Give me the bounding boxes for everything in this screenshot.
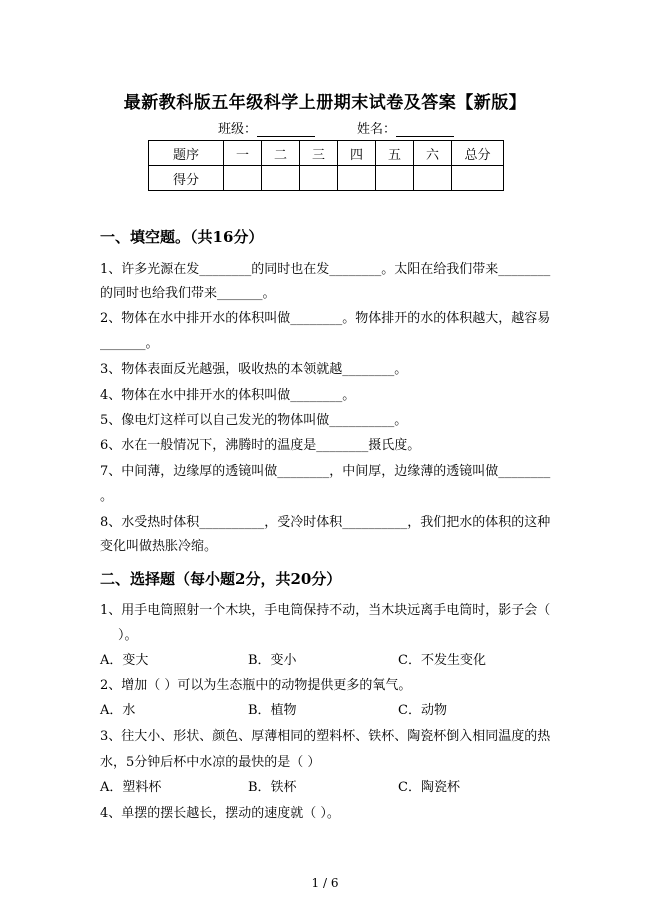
name-label: 姓名： (357, 122, 397, 137)
score-cell (452, 166, 504, 191)
option-c: C．陶瓷杯 (398, 780, 460, 795)
question-line: 的同时也给我们带来_______。 (100, 286, 276, 301)
score-header-cell: 六 (414, 141, 452, 166)
score-header-cell: 四 (338, 141, 376, 166)
question-line: ）。 (118, 628, 138, 643)
score-header-cell: 五 (376, 141, 414, 166)
option-b: B．铁杯 (248, 780, 297, 795)
score-cell (300, 166, 338, 191)
score-cell (224, 166, 262, 191)
option-c: C．不发生变化 (398, 653, 486, 668)
option-a: A．变大 (100, 653, 149, 668)
question-line: 3、物体表面反光越强，吸收热的本领就越________。 (100, 362, 408, 377)
question-line: 8、水受热时体积__________，受冷时体积__________，我们把水的体积的这种 (100, 515, 551, 530)
score-cell (414, 166, 452, 191)
section2-heading: 二、选择题（每小题2分，共20分） (100, 570, 342, 588)
page-number: 1 / 6 (311, 876, 339, 890)
score-header-cell: 三 (300, 141, 338, 166)
option-a: A．塑料杯 (100, 780, 162, 795)
question-line: 3、往大小、形状、颜色、厚薄相同的塑料杯、铁杯、陶瓷杯倒入相同温度的热 (100, 729, 551, 744)
class-blank (257, 122, 315, 137)
question-line: 4、物体在水中排开水的体积叫做________。 (100, 388, 356, 403)
score-header-cell: 二 (262, 141, 300, 166)
score-header-cell: 题序 (149, 141, 224, 166)
question-line: 2、增加（ ）可以为生态瓶中的动物提供更多的氧气。 (100, 678, 412, 693)
name-field (357, 118, 454, 137)
name-blank (396, 122, 454, 137)
question-line: 1、用手电筒照射一个木块，手电筒保持不动，当木块远离手电筒时，影子会（ (100, 603, 551, 618)
question-line: 水，5分钟后杯中水凉的最快的是（ ） (100, 755, 321, 770)
score-table-score-row (149, 166, 504, 191)
score-header-cell: 总分 (452, 141, 504, 166)
question-line: 5、像电灯这样可以自己发光的物体叫做__________。 (100, 413, 408, 428)
option-a: A．水 (100, 703, 136, 718)
question-line: 1、许多光源在发________的同时也在发________。太阳在给我们带来________ (100, 262, 551, 277)
option-b: B．变小 (248, 653, 297, 668)
question-line: 4、单摆的摆长越长，摆动的速度就（ ）。 (100, 806, 340, 821)
score-row-label: 得分 (149, 166, 224, 191)
score-cell (376, 166, 414, 191)
class-label: 班级： (218, 122, 258, 137)
score-header-cell: 一 (224, 141, 262, 166)
option-c: C．动物 (398, 703, 447, 718)
page-title: 最新教科版五年级科学上册期末试卷及答案【新版】 (123, 93, 527, 113)
section1-heading: 一、填空题。（共16分） (100, 228, 264, 246)
score-table-header-row (149, 141, 504, 166)
score-cell (338, 166, 376, 191)
question-line: 变化叫做热胀冷缩。 (100, 539, 218, 554)
question-line: 7、中间薄，边缘厚的透镜叫做________，中间厚，边缘薄的透镜叫做________ (100, 464, 551, 479)
score-cell (262, 166, 300, 191)
question-line: _______。 (100, 336, 159, 351)
class-field (218, 118, 315, 137)
question-line: 。 (100, 489, 114, 504)
option-b: B．植物 (248, 703, 297, 718)
score-table (148, 140, 504, 191)
question-line: 2、物体在水中排开水的体积叫做________。物体排开的水的体积越大，越容易 (100, 311, 551, 326)
question-line: 6、水在一般情况下，沸腾时的温度是________摄氏度。 (100, 438, 421, 453)
